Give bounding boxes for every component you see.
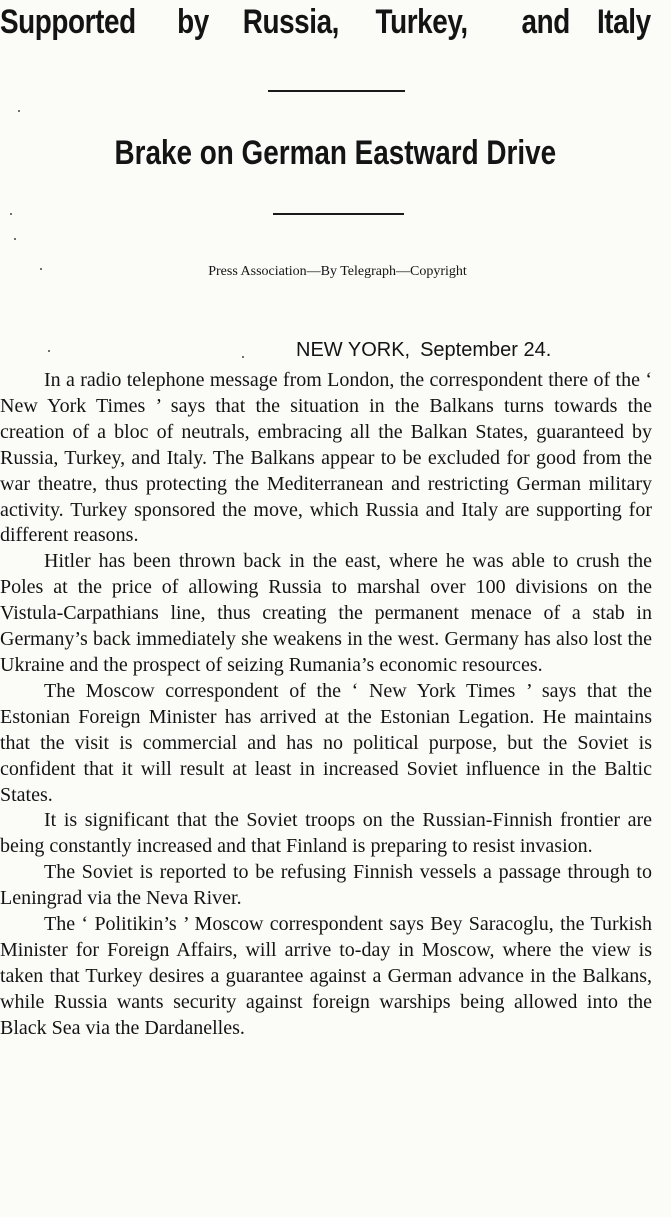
press-credit-text: Press Association—By Telegraph—Copyright xyxy=(208,264,467,279)
dateline-date: September 24. xyxy=(420,339,552,361)
article-paragraph: It is significant that the Soviet troops on the Russian-Finnish frontier are being constantly increased and that Finland is preparing to resist invasion. xyxy=(0,809,652,858)
print-speck xyxy=(48,350,50,352)
headline-divider-top xyxy=(268,90,405,92)
headline-word: Russia, xyxy=(242,3,340,41)
press-credit xyxy=(0,263,671,281)
headline-word: by xyxy=(177,3,209,41)
article-body xyxy=(0,368,652,1042)
headline-word: and xyxy=(521,3,570,41)
article-paragraph: Hitler has been thrown back in the east, where he was able to crush the Poles at the price of allowing Russia to marshal over 100 divisions on the Vistula-Carpathians line, thus creating the permanent menace of a stab in Germany’s back immediately she weakens in the west. Germany has also lost the Ukraine and the prospect of seizing Rumania’s economic resources. xyxy=(0,550,652,676)
article-paragraph: The Soviet is reported to be refusing Finnish vessels a passage through to Leningrad via the Neva River. xyxy=(0,861,652,910)
headline-word: Italy xyxy=(596,3,651,41)
headline-word: Supported xyxy=(0,3,136,41)
print-speck xyxy=(242,356,244,358)
print-speck xyxy=(14,238,16,240)
headline-main-text: Brake on German Eastward Drive xyxy=(114,134,557,172)
article-paragraph: The Moscow correspondent of the ‘ New York Times ’ says that the Estonian Foreign Minister has arrived at the Estonian Legation. He maintains that the visit is commercial and has no political purpose, but the Soviet is confident that it will result at least in increased Soviet influence in the Baltic States. xyxy=(0,679,652,806)
headline-main xyxy=(0,132,671,174)
print-speck xyxy=(40,268,42,270)
print-speck xyxy=(18,110,20,112)
article-paragraph: In a radio telephone message from London, the correspondent there of the ‘ New York Times ’ says that the situation in the Balkans turns towards the creation of a bloc of neutrals, embracing all the Balkan States, guaranteed by Russia, Turkey, and Italy. The Balkans appear to be excluded for good from the war theatre, thus protecting the Mediterranean and restricting German military activity. Turkey sponsored the move, which Russia and Italy are supporting for different reasons. xyxy=(0,369,652,547)
headline-word: Turkey, xyxy=(375,3,468,41)
headline-divider-bottom xyxy=(273,213,404,215)
dateline xyxy=(296,338,551,362)
dateline-place: NEW YORK, xyxy=(296,339,411,361)
article-paragraph: The ‘ Politikin’s ’ Moscow correspondent says Bey Saracoglu, the Turkish Minister for Foreign Affairs, will arrive to-day in Moscow, where the view is taken that Turkey desires a guarantee against a German advance in the Balkans, while Russia wants security against foreign warships being allowed into the Black Sea via the Dardanelles. xyxy=(0,913,652,1039)
print-speck xyxy=(10,213,12,215)
